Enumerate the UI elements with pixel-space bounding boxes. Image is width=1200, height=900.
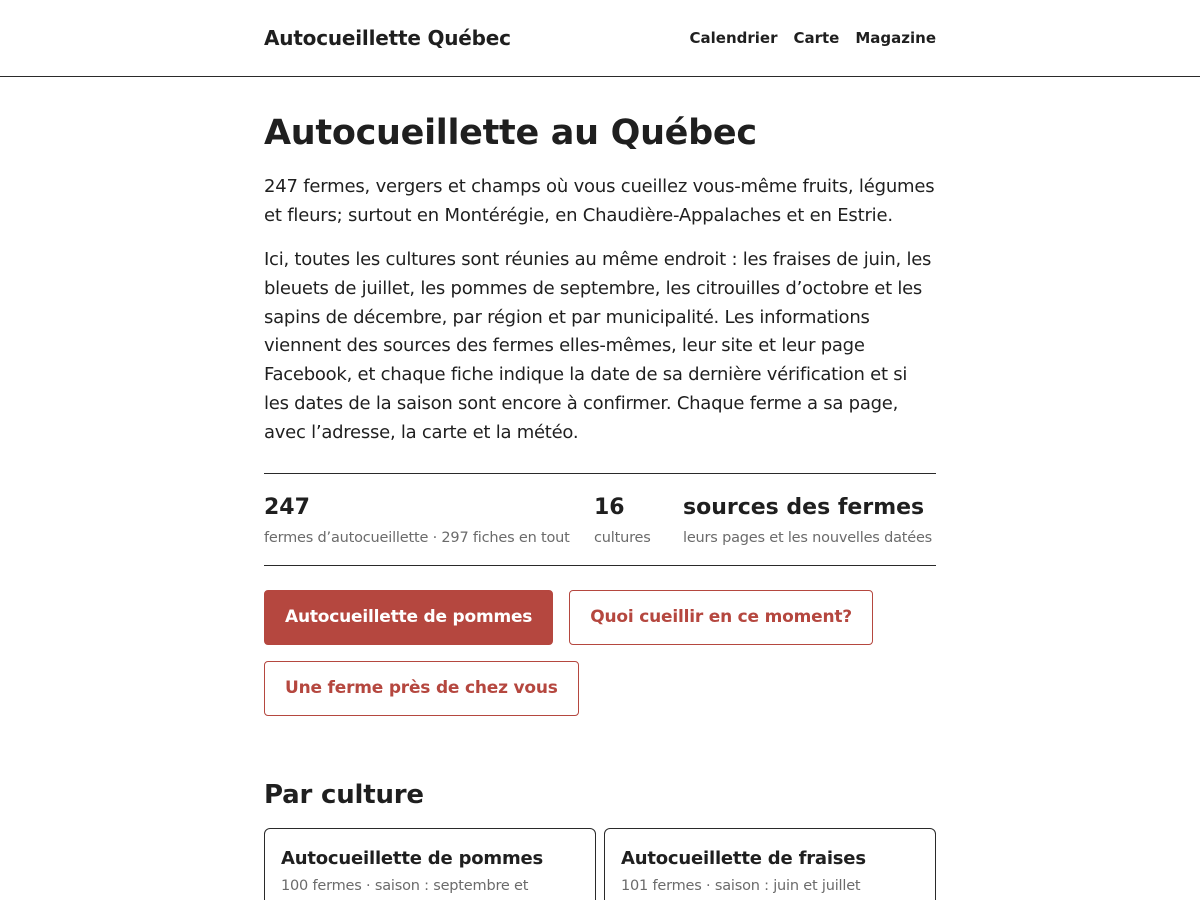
- stat-farms-label: fermes d’autocueillette · 297 fiches en tout: [264, 529, 570, 546]
- crop-card-meta: 101 fermes · saison : juin et juillet: [621, 877, 861, 894]
- crop-cards: [264, 828, 936, 900]
- section-title-crops: Par culture: [264, 779, 424, 810]
- main-content: [264, 112, 936, 900]
- pick-now-button[interactable]: Quoi cueillir en ce moment?: [569, 590, 873, 645]
- main-nav: [690, 29, 937, 47]
- nearby-farm-button[interactable]: Une ferme près de chez vous: [264, 661, 579, 716]
- lead-paragraph: 247 fermes, vergers et champs où vous cueillez vous-même fruits, légumes et fleurs; surtout en Montérégie, en Chaudière-Appalaches et en Estrie.: [264, 176, 935, 226]
- intro-paragraph: Ici, toutes les cultures sont réunies au même endroit : les fraises de juin, les bleuets de juillet, les pommes de septembre, les citrouilles d’octobre et les sapins de décembre, par région et par municipalité. Les informations viennent des sources des fermes elles-mêmes, leur site et leur page Facebook, et chaque fiche indique la date de sa dernière vérification et si les dates de la saison sont encore à confirmer. Chaque ferme a sa page, avec l’adresse, la carte et la météo.: [264, 249, 932, 443]
- crop-card-pommes[interactable]: [264, 828, 596, 900]
- stat-crops-value: 16: [594, 494, 625, 520]
- crop-card-fraises[interactable]: [604, 828, 936, 900]
- stat-crops-label: cultures: [594, 529, 651, 546]
- stat-sources-value: sources des fermes: [683, 494, 925, 520]
- nav-magazine[interactable]: Magazine: [855, 29, 936, 47]
- crop-card-title: Autocueillette de fraises: [621, 847, 866, 869]
- stat-crops: [594, 494, 683, 565]
- stat-farms: [264, 494, 594, 565]
- header-inner: [264, 0, 936, 76]
- apples-button[interactable]: Autocueillette de pommes: [264, 590, 553, 645]
- nav-carte[interactable]: Carte: [793, 29, 840, 47]
- stat-sources: [683, 494, 932, 565]
- site-logo[interactable]: Autocueillette Québec: [264, 26, 511, 50]
- cta-buttons: [264, 590, 936, 716]
- stats-bar: [264, 473, 936, 566]
- crop-card-meta: 100 fermes · saison : septembre et: [281, 877, 529, 894]
- nav-calendrier[interactable]: Calendrier: [689, 29, 778, 47]
- stat-farms-value: 247: [264, 494, 310, 520]
- page-title: Autocueillette au Québec: [264, 113, 757, 153]
- stat-sources-label: leurs pages et les nouvelles datées: [683, 529, 933, 546]
- crop-card-title: Autocueillette de pommes: [281, 847, 544, 869]
- site-header: [0, 0, 1200, 77]
